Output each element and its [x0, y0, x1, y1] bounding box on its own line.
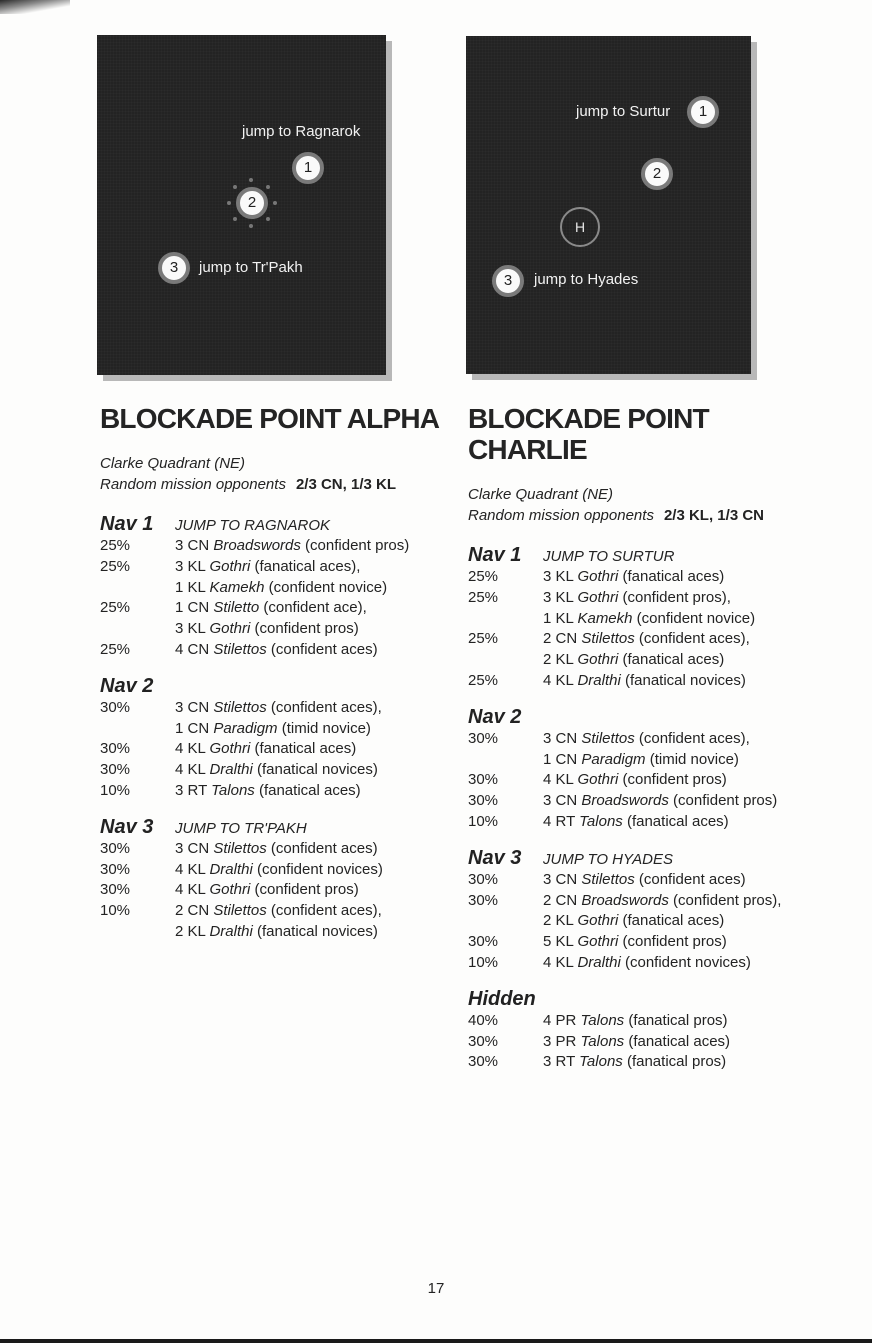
ship-count: 3 KL — [543, 568, 578, 585]
encounter-probability: 10% — [100, 902, 131, 920]
ship-count: 3 RT — [543, 1053, 580, 1071]
ship-count: 1 KL — [175, 578, 210, 596]
ship-count: 3 KL — [175, 557, 210, 575]
encounter-row — [468, 791, 848, 812]
ship-count: 4 KL — [175, 881, 210, 899]
opponents-line — [100, 474, 460, 495]
quadrant-alpha — [100, 453, 460, 495]
ship-count: 3 CN — [175, 698, 214, 716]
ship-line — [543, 650, 848, 671]
encounter-ships — [543, 953, 848, 974]
encounter-probability: 30% — [100, 740, 131, 758]
ship-class: Gothri — [577, 568, 619, 585]
ship-count: 3 CN — [543, 870, 582, 888]
pilot-skill: (confident pros) — [300, 537, 410, 554]
nav-name: Nav 2 — [100, 674, 154, 697]
pilot-skill: (fanatical pros) — [624, 1011, 728, 1029]
nav-point-1: 1 — [292, 152, 324, 184]
encounter-probability: 25% — [100, 557, 131, 575]
quadrant-label: Clarke Quadrant (NE) — [468, 486, 614, 503]
section-spacer — [468, 833, 848, 847]
pilot-skill: (fanatical aces) — [618, 568, 725, 585]
pilot-skill: (fanatical pros) — [622, 1053, 727, 1071]
column-alpha — [100, 403, 460, 943]
encounter-probability: 10% — [468, 953, 499, 971]
hazard-dot — [266, 217, 270, 221]
nav-jump-destination: JUMP TO TR'PAKH — [175, 819, 307, 837]
nav-jump-destination: JUMP TO SURTUR — [543, 548, 675, 565]
encounter-row — [100, 860, 460, 881]
page-number: 17 — [427, 1280, 445, 1297]
ship-count: 4 KL — [543, 953, 578, 971]
encounter-ships — [543, 932, 848, 953]
encounter-row — [100, 598, 460, 640]
encounter-probability: 30% — [100, 881, 131, 899]
ship-count: 4 KL — [543, 771, 578, 789]
nav-name: Nav 1 — [468, 544, 522, 566]
map-caption-nav1: jump to Ragnarok — [242, 123, 361, 140]
pilot-skill: (confident novice) — [264, 578, 388, 596]
ship-class: Broadswords — [581, 792, 669, 810]
nav-name: Hidden — [468, 987, 536, 1010]
ship-line — [175, 619, 460, 640]
encounter-ships — [543, 1032, 848, 1053]
nav-point-2: 2 — [236, 187, 268, 219]
ship-count: 4 PR — [543, 1011, 581, 1029]
opponents-label: Random mission opponents — [100, 476, 286, 493]
encounter-ships — [175, 698, 460, 740]
encounter-row — [100, 557, 460, 599]
ship-count: 3 CN — [175, 537, 214, 554]
encounter-probability: 25% — [100, 537, 131, 554]
pilot-skill: (confident aces) — [634, 870, 746, 888]
encounter-row — [100, 880, 460, 901]
nav-header — [468, 706, 848, 729]
pilot-skill: (fanatical aces) — [618, 912, 725, 930]
ship-class: Gothri — [209, 620, 251, 638]
encounter-row — [100, 839, 460, 860]
ship-class: Dralthi — [209, 761, 253, 779]
map-caption-nav3: jump to Tr'Pakh — [199, 259, 303, 276]
pilot-skill: (confident pros) — [618, 933, 727, 951]
ship-count: 2 CN — [175, 902, 214, 920]
encounter-row — [468, 629, 848, 671]
nav-name: Nav 3 — [100, 815, 154, 838]
encounter-ships — [175, 640, 460, 661]
pilot-skill: (confident novices) — [620, 953, 751, 971]
encounter-probability: 30% — [468, 792, 499, 810]
encounter-ships — [175, 901, 460, 943]
encounter-ships — [543, 770, 848, 791]
map-caption-nav1: jump to Surtur — [576, 103, 671, 120]
encounter-row — [468, 1032, 848, 1053]
ship-class: Dralthi — [577, 953, 621, 971]
pilot-skill: (confident aces) — [266, 640, 378, 658]
ship-class: Gothri — [209, 881, 251, 899]
encounter-ships — [175, 860, 460, 881]
hazard-dot — [266, 185, 270, 189]
encounter-probability: 30% — [468, 771, 499, 789]
page-corner-shadow — [0, 0, 70, 14]
hazard-dot — [233, 185, 237, 189]
ship-count: 3 CN — [543, 792, 582, 810]
opponents-label: Random mission opponents — [468, 507, 654, 524]
encounter-ships — [543, 812, 848, 833]
ship-count: 1 CN — [175, 719, 214, 737]
pilot-skill: (fanatical aces), — [250, 557, 361, 575]
ship-class: Stilettos — [581, 630, 635, 648]
nav-name: Nav 3 — [468, 846, 522, 869]
ship-class: Stilettos — [213, 902, 267, 920]
pilot-skill: (confident ace), — [259, 599, 367, 617]
ship-class: Talons — [579, 1053, 623, 1071]
hazard-marker: H — [560, 207, 600, 247]
ship-count: 3 RT — [175, 781, 212, 799]
ship-class: Paradigm — [581, 750, 646, 768]
ship-line — [543, 932, 848, 953]
ship-count: 1 CN — [543, 750, 582, 768]
nav-name: Nav 1 — [100, 513, 154, 535]
encounter-probability: 30% — [468, 729, 499, 747]
encounter-row — [100, 901, 460, 943]
ship-line — [543, 1032, 848, 1053]
encounter-ships — [543, 870, 848, 891]
encounter-ships — [175, 598, 460, 640]
opponents-line — [468, 505, 848, 526]
ship-line — [543, 567, 848, 588]
pilot-skill: (confident pros) — [668, 792, 778, 810]
ship-class: Stilettos — [213, 640, 267, 658]
encounter-probability: 30% — [468, 1053, 499, 1071]
section-spacer — [100, 802, 460, 816]
quadrant-label: Clarke Quadrant (NE) — [100, 455, 246, 472]
encounter-ships — [543, 729, 848, 771]
encounter-ships — [543, 629, 848, 671]
encounter-probability: 30% — [100, 860, 131, 878]
ship-count: 2 KL — [175, 922, 210, 940]
ship-line — [175, 536, 460, 557]
encounter-row — [468, 567, 848, 588]
pilot-skill: (confident pros) — [250, 620, 359, 638]
pilot-skill: (fanatical aces) — [254, 781, 361, 799]
encounter-ships — [175, 839, 460, 860]
page-bottom-edge — [0, 1339, 872, 1343]
pilot-skill: (confident novices) — [252, 860, 383, 878]
ship-class: Dralthi — [209, 922, 253, 940]
encounter-ships — [543, 671, 848, 692]
section-spacer — [100, 661, 460, 675]
quadrant-charlie — [468, 484, 848, 526]
encounter-row — [468, 891, 848, 933]
nav-header — [100, 816, 460, 839]
ship-count: 4 KL — [175, 761, 210, 779]
section-title-charlie: BLOCKADE POINT CHARLIE — [468, 403, 709, 465]
ship-line — [175, 860, 460, 881]
encounter-probability: 30% — [100, 761, 131, 779]
ship-count: 4 KL — [175, 860, 210, 878]
encounter-row — [100, 781, 460, 802]
ship-class: Broadswords — [581, 891, 669, 909]
nav-header — [468, 847, 848, 870]
hazard-dot — [273, 201, 277, 205]
ship-line — [543, 791, 848, 812]
ship-line — [543, 770, 848, 791]
nav-point-3: 3 — [492, 265, 524, 297]
section-spacer — [468, 974, 848, 988]
nav-header — [468, 988, 848, 1011]
encounter-ships — [543, 891, 848, 933]
ship-line — [175, 760, 460, 781]
pilot-skill: (confident pros), — [618, 588, 731, 606]
ship-class: Kamekh — [577, 609, 633, 627]
encounter-ships — [175, 880, 460, 901]
ship-line — [543, 891, 848, 912]
ship-class: Broadswords — [213, 537, 301, 554]
ship-count: 3 CN — [175, 839, 214, 857]
encounter-row — [468, 588, 848, 630]
encounter-row — [468, 812, 848, 833]
encounter-ships — [175, 760, 460, 781]
encounter-row — [468, 671, 848, 692]
encounter-list-alpha — [100, 513, 460, 943]
nav-header — [100, 675, 460, 698]
nav-point-2: 2 — [641, 158, 673, 190]
pilot-skill: (fanatical aces) — [622, 812, 729, 830]
ship-line — [543, 1052, 848, 1073]
encounter-ships — [543, 1011, 848, 1032]
ship-count: 4 KL — [543, 671, 578, 689]
pilot-skill: (confident pros) — [618, 771, 727, 789]
ship-count: 2 KL — [543, 912, 578, 930]
ship-line — [175, 578, 460, 599]
ship-line — [175, 640, 460, 661]
pilot-skill: (fanatical novices) — [620, 671, 746, 689]
encounter-probability: 30% — [468, 870, 499, 888]
nav-jump-destination: JUMP TO HYADES — [543, 850, 674, 868]
ship-line — [543, 588, 848, 609]
encounter-row — [100, 760, 460, 781]
ship-line — [543, 1011, 848, 1032]
ship-class: Gothri — [209, 557, 251, 575]
ship-class: Kamekh — [209, 578, 265, 596]
map-panel — [466, 36, 751, 374]
encounter-list-charlie — [468, 544, 848, 1073]
encounter-probability: 25% — [468, 630, 499, 648]
encounter-row — [100, 640, 460, 661]
map-panel — [97, 35, 386, 375]
ship-line — [543, 911, 848, 932]
ship-count: 1 KL — [543, 609, 578, 627]
pilot-skill: (confident aces), — [266, 902, 382, 920]
ship-count: 2 KL — [543, 651, 578, 669]
ship-count: 4 KL — [175, 740, 210, 758]
encounter-row — [100, 698, 460, 740]
pilot-skill: (timid novice) — [645, 750, 739, 768]
ship-count: 4 CN — [175, 640, 214, 658]
ship-count: 3 KL — [175, 620, 210, 638]
ship-class: Gothri — [577, 933, 619, 951]
ship-line — [543, 729, 848, 750]
ship-class: Stilettos — [213, 698, 267, 716]
ship-line — [175, 781, 460, 802]
pilot-skill: (confident pros) — [250, 881, 359, 899]
ship-line — [543, 870, 848, 891]
ship-line — [543, 750, 848, 771]
ship-line — [175, 922, 460, 943]
ship-line — [543, 812, 848, 833]
ship-line — [175, 880, 460, 901]
encounter-ships — [543, 791, 848, 812]
encounter-probability: 30% — [468, 933, 499, 951]
encounter-row — [468, 770, 848, 791]
ship-class: Dralthi — [209, 860, 253, 878]
encounter-probability: 25% — [100, 640, 131, 658]
ship-line — [543, 609, 848, 630]
ship-line — [543, 953, 848, 974]
encounter-probability: 25% — [468, 568, 499, 585]
ship-line — [543, 671, 848, 692]
hazard-dot — [227, 201, 231, 205]
pilot-skill: (confident novice) — [632, 609, 756, 627]
encounter-probability: 10% — [468, 812, 499, 830]
encounter-row — [468, 870, 848, 891]
encounter-probability: 30% — [100, 839, 131, 857]
encounter-row — [468, 1011, 848, 1032]
encounter-row — [468, 953, 848, 974]
encounter-ships — [175, 781, 460, 802]
pilot-skill: (fanatical aces) — [624, 1032, 731, 1050]
ship-class: Talons — [580, 1011, 625, 1029]
ship-class: Talons — [580, 1032, 625, 1050]
ship-class: Gothri — [577, 771, 619, 789]
encounter-probability: 30% — [468, 1032, 499, 1050]
encounter-probability: 25% — [468, 671, 499, 689]
ship-line — [543, 629, 848, 650]
pilot-skill: (fanatical novices) — [252, 761, 378, 779]
ship-class: Talons — [579, 812, 623, 830]
encounter-ships — [175, 557, 460, 599]
encounter-ships — [543, 588, 848, 630]
encounter-row — [100, 536, 460, 557]
encounter-probability: 30% — [468, 891, 499, 909]
nav-header — [468, 544, 848, 567]
ship-line — [175, 739, 460, 760]
pilot-skill: (confident aces) — [266, 839, 378, 857]
ship-class: Stilettos — [581, 729, 635, 747]
ship-class: Dralthi — [577, 671, 621, 689]
pilot-skill: (fanatical aces) — [250, 740, 357, 758]
pilot-skill: (timid novice) — [277, 719, 371, 737]
pilot-skill: (confident pros), — [668, 891, 782, 909]
encounter-ships — [175, 739, 460, 760]
column-charlie — [468, 403, 848, 1073]
ship-count: 3 CN — [543, 729, 582, 747]
ship-line — [175, 557, 460, 578]
ship-count: 4 RT — [543, 812, 580, 830]
opponents-value: 2/3 KL, 1/3 CN — [663, 507, 764, 524]
hazard-dot — [249, 178, 253, 182]
pilot-skill: (confident aces), — [634, 729, 750, 747]
ship-class: Gothri — [577, 651, 619, 669]
ship-class: Stilettos — [213, 839, 267, 857]
opponents-value: 2/3 CN, 1/3 KL — [295, 476, 396, 493]
ship-line — [175, 719, 460, 740]
encounter-probability: 10% — [100, 781, 131, 799]
encounter-ships — [543, 1052, 848, 1073]
ship-line — [175, 839, 460, 860]
ship-line — [175, 598, 460, 619]
pilot-skill: (fanatical aces) — [618, 651, 725, 669]
ship-count: 2 CN — [543, 630, 582, 648]
pilot-skill: (fanatical novices) — [252, 922, 378, 940]
encounter-ships — [175, 536, 460, 557]
ship-class: Stiletto — [213, 599, 260, 617]
ship-count: 2 CN — [543, 891, 582, 909]
nav-name: Nav 2 — [468, 705, 522, 728]
ship-class: Gothri — [577, 912, 619, 930]
ship-count: 3 PR — [543, 1032, 581, 1050]
ship-class: Talons — [211, 781, 255, 799]
encounter-probability: 25% — [100, 599, 131, 617]
pilot-skill: (confident aces), — [266, 698, 382, 716]
encounter-row — [100, 739, 460, 760]
encounter-probability: 30% — [100, 698, 131, 716]
ship-count: 3 KL — [543, 588, 578, 606]
encounter-row — [468, 1052, 848, 1073]
ship-class: Gothri — [209, 740, 251, 758]
encounter-probability: 40% — [468, 1011, 499, 1029]
section-title-alpha: BLOCKADE POINT ALPHA — [100, 403, 440, 434]
map-caption-nav3: jump to Hyades — [534, 271, 639, 288]
ship-class: Paradigm — [213, 719, 278, 737]
ship-count: 5 KL — [543, 933, 578, 951]
ship-line — [175, 698, 460, 719]
encounter-probability: 25% — [468, 588, 499, 606]
nav-jump-destination: JUMP TO RAGNAROK — [175, 517, 331, 534]
ship-class: Stilettos — [581, 870, 635, 888]
encounter-row — [468, 932, 848, 953]
ship-class: Gothri — [577, 588, 619, 606]
ship-count: 1 CN — [175, 599, 214, 617]
ship-line — [175, 901, 460, 922]
hazard-dot — [233, 217, 237, 221]
encounter-ships — [543, 567, 848, 588]
nav-header — [100, 513, 460, 536]
section-spacer — [468, 692, 848, 706]
hazard-dot — [249, 224, 253, 228]
encounter-row — [468, 729, 848, 771]
pilot-skill: (confident aces), — [634, 630, 750, 648]
nav-point-1: 1 — [687, 96, 719, 128]
nav-point-3: 3 — [158, 252, 190, 284]
